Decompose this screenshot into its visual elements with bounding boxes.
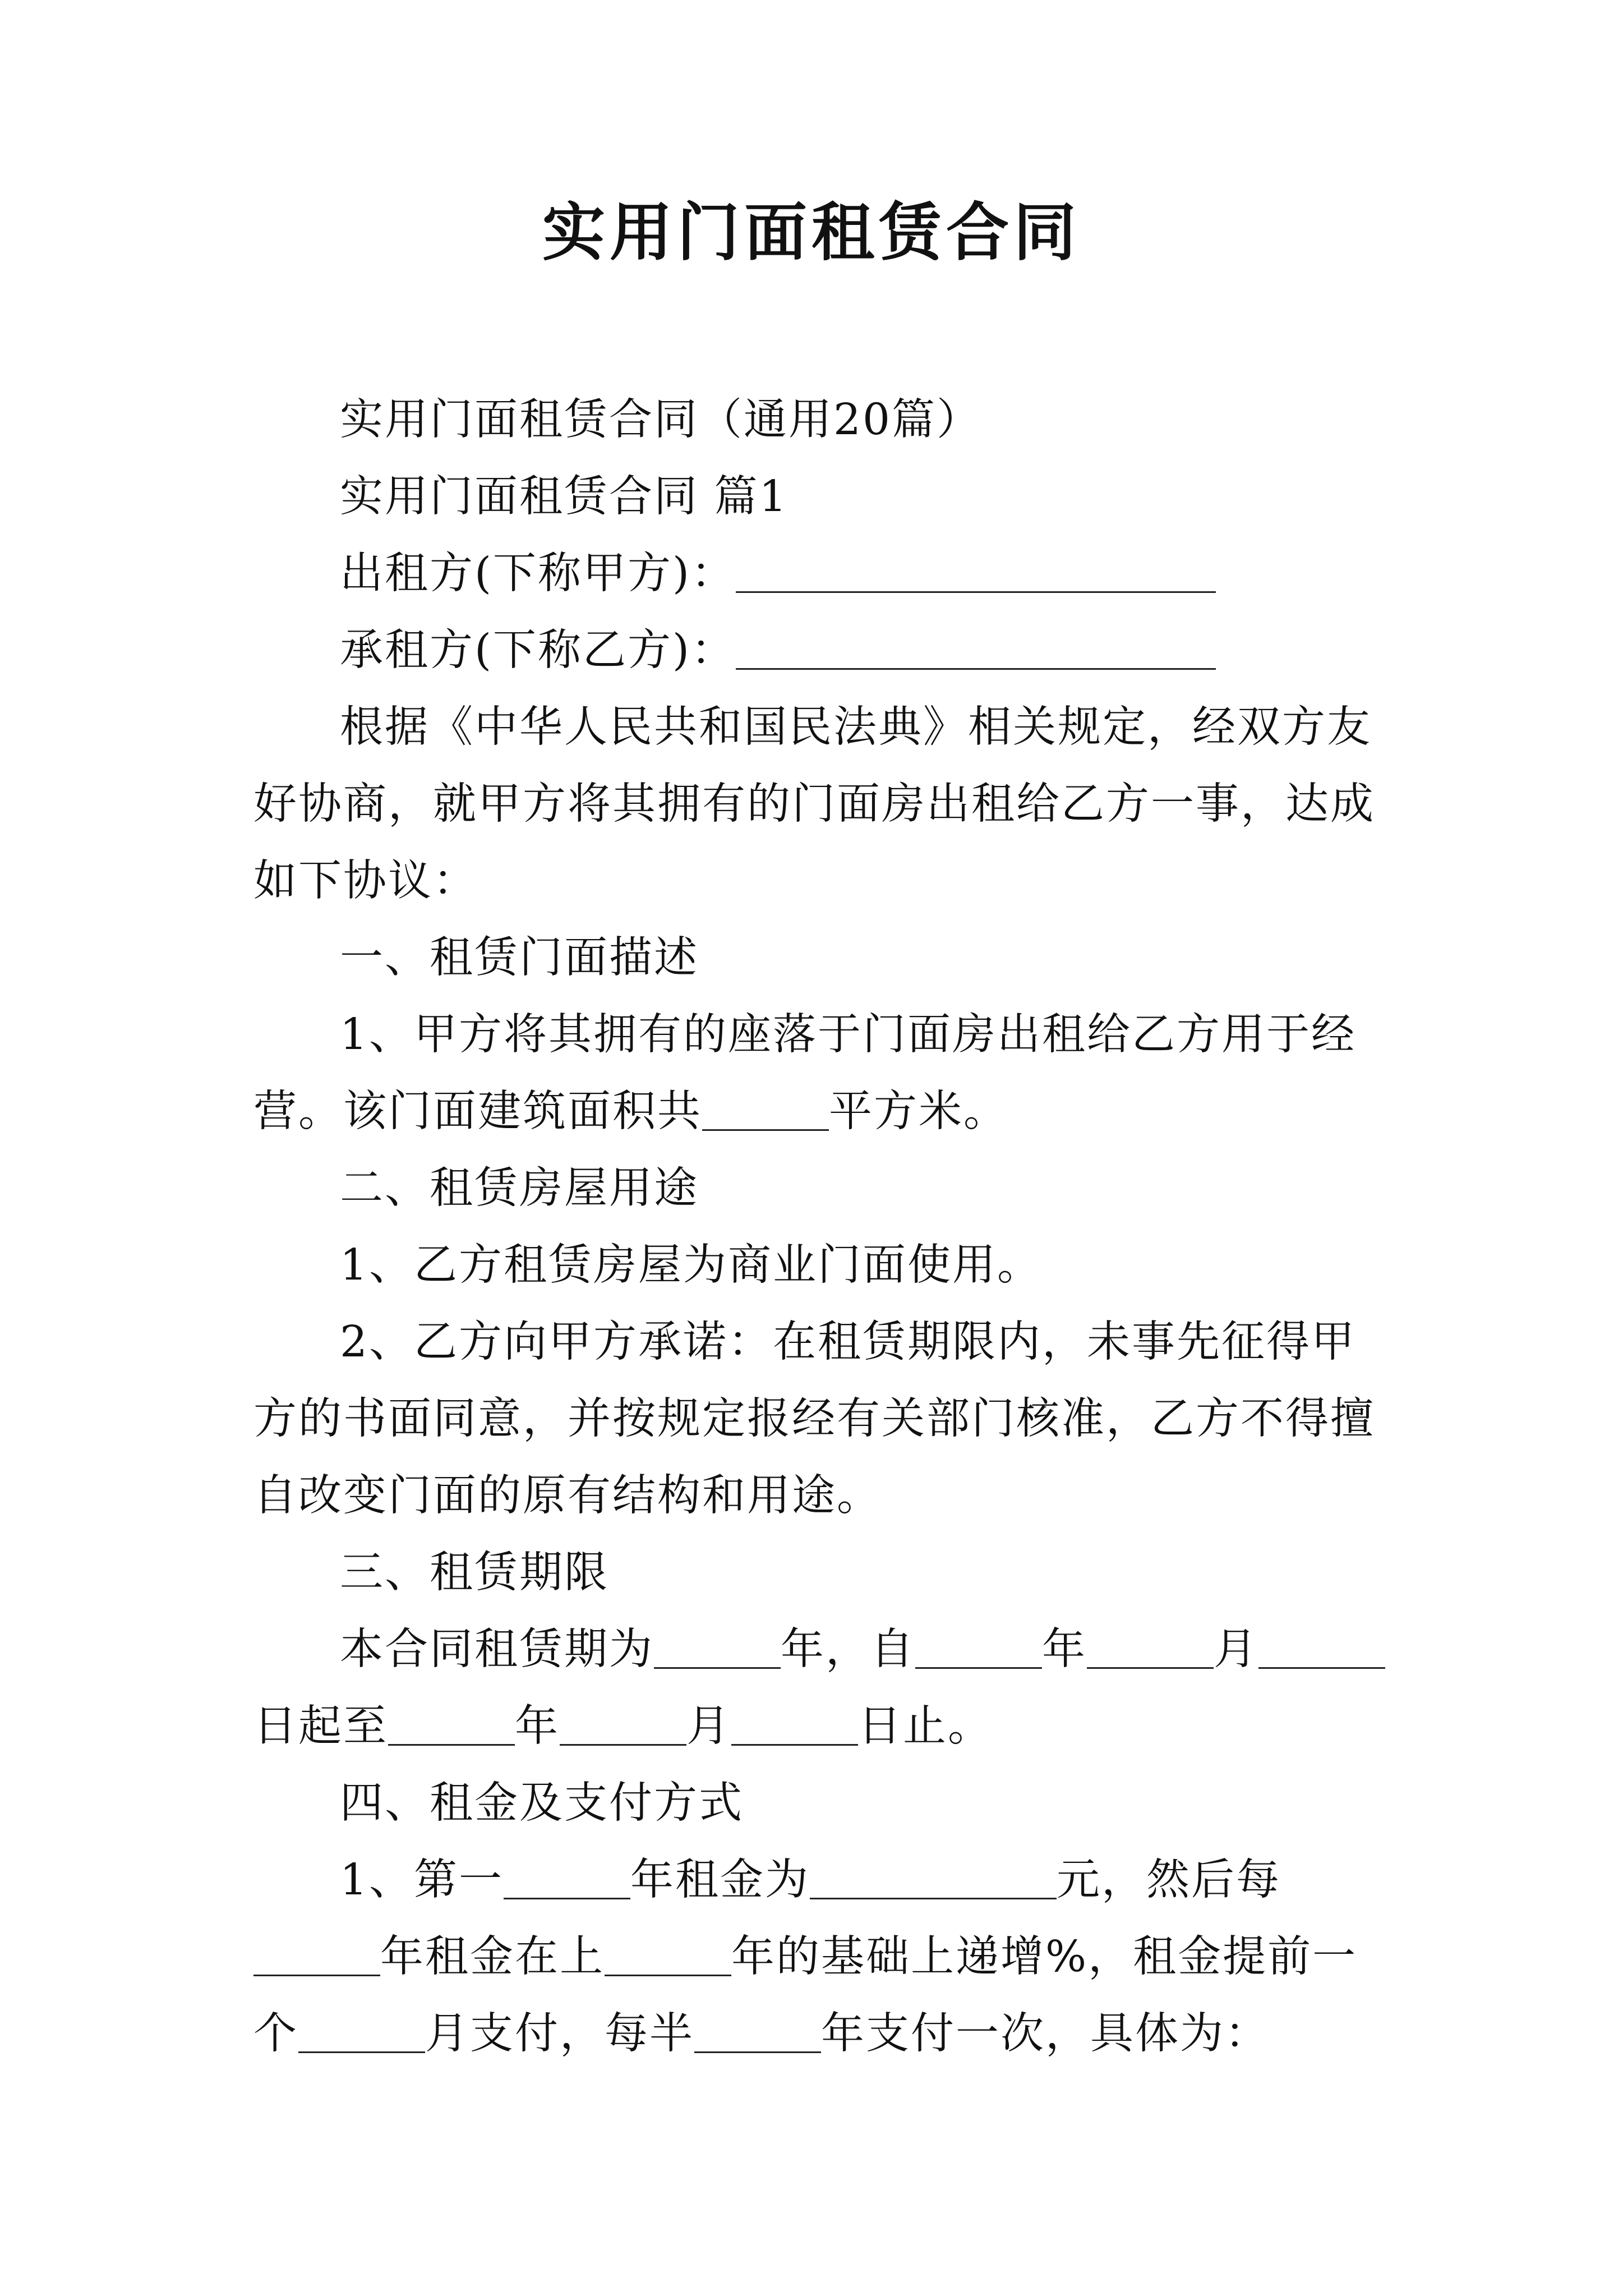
previous-years-blank: [605, 1934, 731, 1976]
section-3-term: [253, 1611, 1392, 1765]
rent-text-5: 年的基础上递增%，租金提前一个: [253, 1932, 1358, 2059]
end-month-blank: [560, 1703, 686, 1746]
term-text-5: 日起至: [253, 1701, 388, 1751]
rent-text-4: 年租金在上: [380, 1932, 605, 1982]
section-2-heading: 二、租赁房屋用途: [340, 1163, 699, 1213]
section-4-item-1: [253, 1842, 1392, 2072]
section-1-item-1-text-a: 1、甲方将其拥有的座落于门面房出租给乙方用于经营。该门面建筑面积共: [253, 1010, 1356, 1137]
document-subtitle: 实用门面租赁合同（通用20篇）: [340, 395, 981, 445]
section-2-item-1: 1、乙方租赁房屋为商业门面使用。: [340, 1240, 1042, 1290]
section-1-item-1: [253, 996, 1392, 1150]
term-text-7: 月: [686, 1701, 731, 1751]
rent-text-2: 年租金为: [630, 1855, 810, 1905]
lessee-line: [253, 612, 1392, 689]
lessor-line: [253, 535, 1392, 612]
rent-text-7: 年支付一次，具体为：: [821, 2009, 1270, 2059]
document-title: 实用门面租赁合同: [542, 196, 1081, 269]
term-text-4: 月: [1214, 1625, 1258, 1674]
term-text-6: 年: [515, 1701, 560, 1751]
start-month-blank: [1087, 1626, 1214, 1669]
start-year-blank: [915, 1626, 1042, 1669]
term-text-2: 年，自: [781, 1625, 915, 1674]
rent-text-6: 月支付，每半: [425, 2009, 694, 2059]
start-day-blank: [1258, 1626, 1385, 1669]
document-body: [253, 381, 1392, 2072]
lessor-label: 出租方(下称甲方)：: [340, 549, 736, 599]
section-1-item-1-text-b: 平方米。: [829, 1087, 1008, 1137]
area-blank: [702, 1088, 829, 1131]
rent-text-3: 元，然后每: [1057, 1855, 1281, 1905]
section-2-item-2: 2、乙方向甲方承诺：在租赁期限内，未事先征得甲方的书面同意，并按规定报经有关部门核准，乙方不得擅自改变门面的原有结构和用途。: [253, 1317, 1375, 1521]
end-day-blank: [731, 1703, 858, 1746]
intro-paragraph: 根据《中华人民共和国民法典》相关规定，经双方友好协商，就甲方将其拥有的门面房出租给乙方一事，达成如下协议：: [253, 702, 1375, 906]
end-year-blank: [388, 1703, 515, 1746]
section-heading: 实用门面租赁合同 篇1: [340, 472, 789, 522]
term-text-8: 日止。: [858, 1701, 993, 1751]
section-4-heading: 四、租金及支付方式: [340, 1778, 744, 1828]
lessor-blank: [736, 550, 1216, 593]
section-1-heading: 一、租赁门面描述: [340, 933, 699, 983]
section-3-heading: 三、租赁期限: [340, 1548, 609, 1598]
first-years-blank: [504, 1857, 630, 1899]
half-years-blank: [694, 2010, 821, 2053]
lessee-label: 承租方(下称乙方)：: [340, 625, 736, 675]
every-years-blank: [253, 1934, 380, 1976]
rent-amount-blank: [810, 1857, 1057, 1899]
term-text-1: 本合同租赁期为: [340, 1625, 654, 1674]
lessee-blank: [736, 627, 1216, 670]
advance-months-blank: [298, 2010, 425, 2053]
rent-text-1: 1、第一: [340, 1855, 504, 1905]
term-text-3: 年: [1042, 1625, 1087, 1674]
term-years-blank: [654, 1626, 781, 1669]
